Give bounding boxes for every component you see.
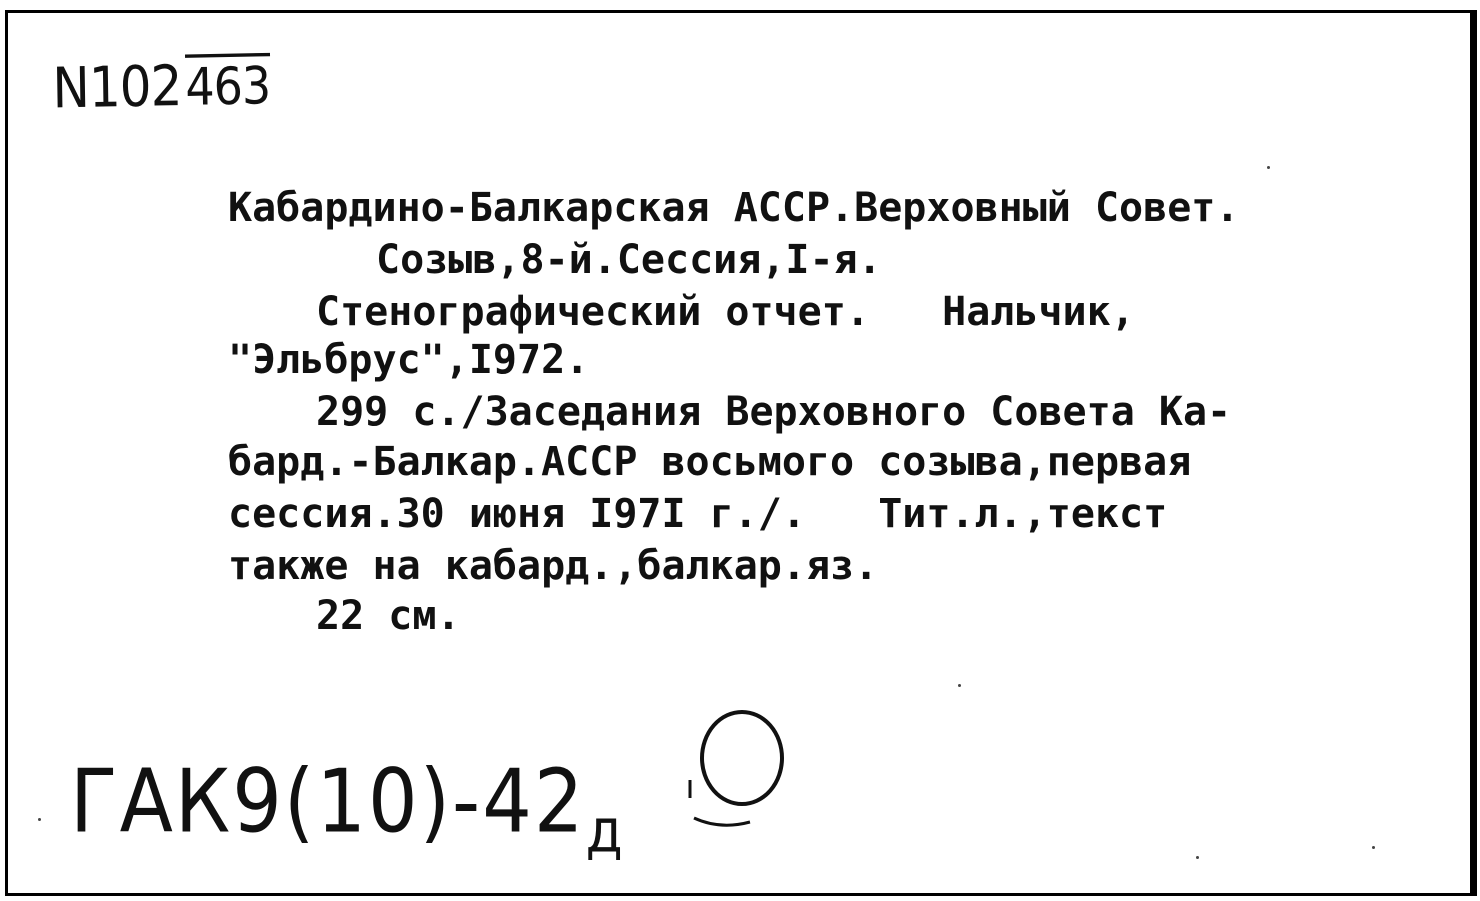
card-line-5: 299 с./Заседания Верховного Совета Ка- <box>316 389 1232 435</box>
speck-mark <box>958 684 961 687</box>
speck-mark <box>1196 856 1199 859</box>
shelfmark-subscript: д <box>585 795 625 867</box>
card-line-4: "Эльбрус",I972. <box>228 337 590 383</box>
card-line-6: бард.-Балкар.АССР восьмого созыва,первая <box>228 439 1192 485</box>
inventory-number <box>52 52 271 121</box>
card-line-3: Стенографический отчет. Нальчик, <box>316 289 1135 335</box>
card-line-8: также на кабард.,балкар.яз. <box>228 543 879 589</box>
card-line-9: 22 см. <box>316 593 461 639</box>
inventory-number-main: N102 <box>52 53 182 121</box>
circle-stamp-icon <box>680 700 800 830</box>
speck-mark <box>1267 166 1270 169</box>
card-line-1: Кабардино-Балкарская АССР.Верховный Совет. <box>228 185 1240 231</box>
speck-mark <box>38 818 41 821</box>
inventory-number-suffix: 463 <box>185 53 271 113</box>
card-line-2: Созыв,8-й.Сессия,I-я. <box>376 237 882 283</box>
shelfmark <box>70 752 625 866</box>
shelfmark-main: ГАК9(10)-42 <box>70 752 586 853</box>
speck-mark <box>1372 846 1375 849</box>
card-line-7: сессия.30 июня I97I г./. Тит.л.,текст <box>228 491 1168 537</box>
